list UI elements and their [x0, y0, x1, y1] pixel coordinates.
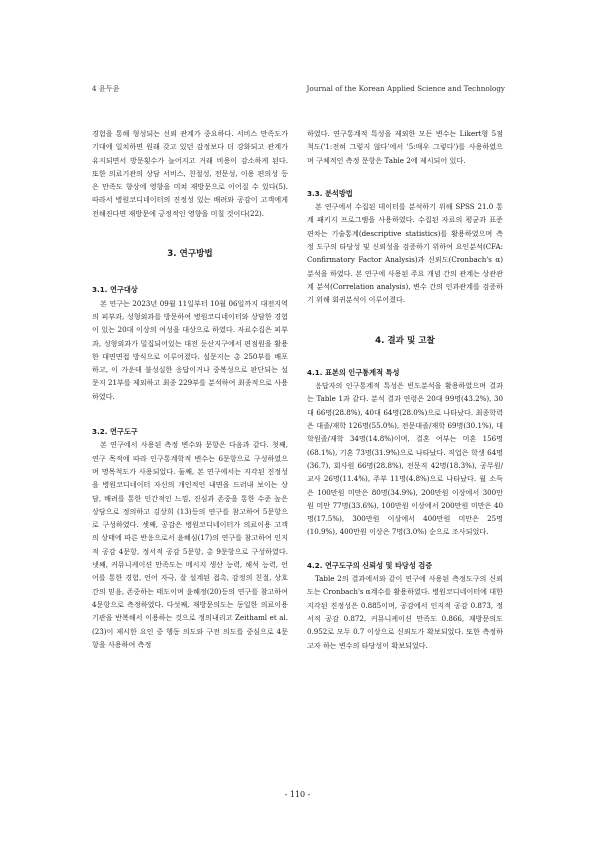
paragraph: 본 연구에서 사용된 측정 변수와 문항은 다음과 같다. 첫째, 연구 목적에 따라 인구통계학적 변수는 6문항으로 구성하였으며 명목척도가 사용되었다. 둘째, 본 연구에서는 지각된 진정성을 병원코디네이터 자신의 개인적인 내면을 드러내 보이는 상담, 배려를 통한 인간적인 느낌, 진심과 존중을 통한 수준 높은 상담으로 정의하고 김상희 (13)등의 연구를 참고하여 5문항으로 구성하였다. 셋째, 공감은 병원코디네이터가 의료이용 고객의 상태에 따른 반응으로서 윤혜심(17)의 연구를 참고하여 인지적 공감 4문항, 정서적 공감 5문항, 총 9문항으로 구성하였다. 넷째, 커뮤니케이션 만족도는 메시지 생산 능력, 해석 능력, 언어를 통한 경험, 언어 자극, 잘 설계된 접촉, 감정의 친절, 상호 간의 믿음, 존중하는 태도이며 윤혜정(20)등의 연구를 참고하여 4문항으로 측정하였다. 다섯째, 재방문의도는 동일한 의료이용기관을 반복해서 이용하는 것으로 정의내리고 Zeithaml et al.(23)이 제시한 요인 중 행동 의도와 구전 의도를 중심으로 4문항을 사용하여 측정: [92, 440, 288, 649]
subsection-heading: 3.1. 연구대상: [92, 285, 138, 295]
subsection-heading: 4.1. 표본의 인구통계적 특성: [307, 367, 400, 377]
page-number: - 110 -: [284, 790, 311, 799]
subsection-heading: 3.2. 연구도구: [92, 427, 138, 437]
subsection-heading: 3.3. 분석방법: [307, 188, 353, 198]
paragraph: Table 2의 결과에서와 같이 연구에 사용된 측정도구의 신뢰도는 Cronbach's α계수를 활용하였다. 병원코디네이터에 대한 지각된 진정성은 0.885이며, 공감에서 인지적 공감 0.873, 정서적 공감 0.872, 커뮤니케이션 만족도 0.866, 재방문의도 0.952로 모두 0.7 이상으로 신뢰도가 확보되었다. 또한 측정하고자 하는 변수의 타당성이 확보되었다.: [307, 574, 503, 650]
section-heading: 4. 결과 및 고찰: [375, 335, 435, 346]
left-column: [92, 127, 288, 651]
subsection-heading: 4.2. 연구도구의 신뢰성 및 타당성 검증: [307, 560, 433, 570]
paragraph: 경험을 통해 형성되는 신뢰 관계가 중요하다. 서비스 만족도가 기대에 일치하면 원래 갖고 있던 감정보다 더 강화되고 관계가 유지되면서 방문횟수가 늘어지고 거래 비용이 감소하게 된다. 또한 의료기관의 상담 서비스, 친절성, 전문성, 이용 편의성 등은 만족도 향상에 영향을 미쳐 재방문으로 이어질 수 있다(5). 따라서 병원코디네이터의 진정성 있는 배려와 공감이 고객에게 전해진다면 재방문에 긍정적인 영향을 미칠 것이다(22).: [92, 129, 288, 218]
section-heading: 3. 연구방법: [167, 249, 213, 260]
running-header-author: 4 윤두윤: [92, 84, 120, 93]
running-header-journal: Journal of the Korean Applied Science and Technology: [306, 84, 505, 93]
paragraph: 하였다. 연구통계적 특성을 제외한 모든 변수는 Likert형 5점 척도('1:전혀 그렇지 않다'에서 '5:매우 그렇다')를 사용하였으며 구체적인 측정 문항은 Table 2에 제시되어 있다.: [307, 129, 503, 165]
paragraph: 본 연구에서 수집된 데이터를 분석하기 위해 SPSS 21.0 통계 패키지 프로그램을 사용하였다. 수집된 자료의 평균과 표준편차는 기술통계(descriptive statistics)를 활용하였으며 측정 도구의 타당성 및 신뢰성을 검증하기 위하여 요인분석(CFA: Confirmatory Factor Analysis)과 신뢰도(Cronbach's α) 분석을 하였다. 본 연구에 사용된 주요 개념 간의 관계는 상관관계 분석(Correlation analysis), 변수 간의 인과관계를 검증하기 위해 회귀분석이 이루어졌다.: [307, 202, 503, 305]
paragraph: 응답자의 인구통계적 특성은 빈도분석을 활용하였으며 결과는 Table 1과 같다. 분석 결과 연령은 20대 99명(43.2%), 30대 66명(28.8%), 40대 64명(28.0%)으로 나타났다. 최종학력은 대졸/재학 126명(55.0%), 전문대졸/재학 69명(30.1%), 대학원졸/재학 34명(14.8%)이며, 결혼 여부는 미혼 156명(68.1%), 기혼 73명(31.9%)으로 나타났다. 직업은 학생 64명(36.7), 회사원 66명(28.8%), 전문직 42명(18.3%), 공무원/교사 26명(11.4%), 주부 11명(4.8%)으로 나타났다. 월 소득은 100만원 미만은 80명(34.9%), 200만원 이상에서 300만원 미만 77명(33.6%), 100만원 이상에서 200만원 미만은 40명(17.5%), 300만원 이상에서 400만원 미만은 25명(10.9%), 400만원 이상은 7명(3.0%) 순으로 조사되었다.: [307, 381, 503, 537]
right-column: [307, 127, 503, 652]
paragraph: 본 연구는 2023년 09월 11일부터 10월 06일까지 대전지역의 피부과, 성형외과를 방문하여 병원코디네이터와 상담한 경험이 있는 20대 이상의 여성을 대상으로 하였다. 자료수집은 피부과, 성형외과가 밀집되어있는 대전 둔산지구에서 편점원을 활용한 대면면접 방식으로 이루어졌다. 설문지는 총 250부를 배포하고, 이 가운데 불성실한 응답이거나 중복성으로 판단되는 설문지 21부를 제외하고 최종 229부를 분석하여 최종적으로 사용하였다.: [92, 298, 288, 401]
